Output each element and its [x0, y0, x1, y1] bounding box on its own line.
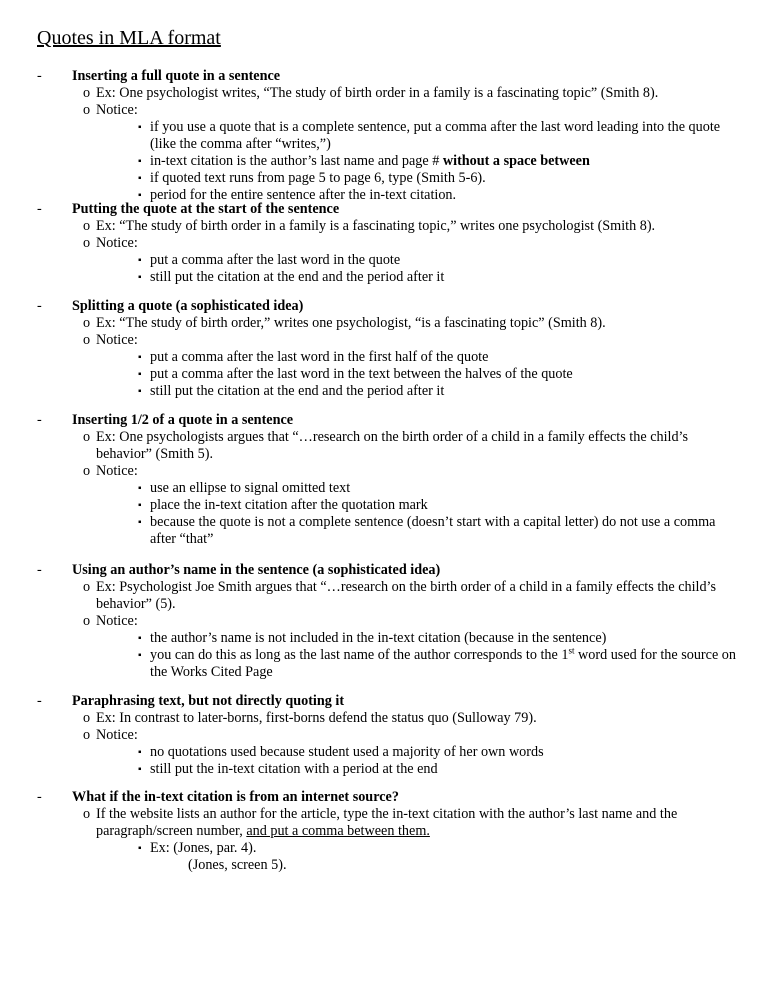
notice-label: Notice:	[96, 102, 138, 118]
section-splitting-quote	[37, 298, 737, 400]
bullet-text: you can do this as long as the last name of the author corresponds to the 1	[150, 647, 569, 663]
circle-bullet-icon: o	[83, 463, 91, 479]
dash-marker: -	[37, 789, 42, 805]
bullet-text: if quoted text runs from page 5 to page 6, type (Smith 5-6).	[150, 170, 486, 186]
example-item	[37, 218, 737, 235]
underlined-emphasis: and put a comma between them.	[246, 823, 430, 839]
bullet-text: put a comma after the last word in the quote	[150, 252, 401, 268]
instruction-item	[37, 806, 737, 840]
list-item	[37, 383, 737, 400]
bold-emphasis: without a space between	[442, 153, 590, 169]
notice-item	[37, 727, 737, 744]
notice-label: Notice:	[96, 235, 138, 251]
square-bullet-icon: ▪	[138, 272, 142, 283]
list-item	[37, 761, 737, 778]
circle-bullet-icon: o	[83, 710, 91, 726]
circle-bullet-icon: o	[83, 429, 91, 445]
circle-bullet-icon: o	[83, 727, 91, 743]
example-text: Ex: One psychologists argues that “…research on the birth order of a child in a family effects the child’s behavior” (Smith 5).	[96, 429, 689, 462]
bullet-text: still put the citation at the end and the period after it	[150, 269, 445, 285]
bullet-text: still put the in-text citation with a period at the end	[150, 761, 438, 777]
bullet-text: still put the citation at the end and the period after it	[150, 383, 445, 399]
example-item	[37, 429, 737, 463]
square-bullet-icon: ▪	[138, 122, 142, 133]
example-text: Ex: “The study of birth order,” writes one psychologist, “is a fascinating topic” (Smith 8).	[96, 315, 606, 331]
section-heading: Paraphrasing text, but not directly quoting it	[72, 693, 345, 709]
superscript: st	[568, 645, 575, 656]
section-heading: Inserting a full quote in a sentence	[72, 68, 281, 84]
bullet-text: put a comma after the last word in the first half of the quote	[150, 349, 489, 365]
circle-bullet-icon: o	[83, 315, 91, 331]
bullet-text: if you use a quote that is a complete sentence, put a comma after the last word leading into the quote (like the comma after “writes,”)	[150, 119, 721, 152]
square-bullet-icon: ▪	[138, 764, 142, 775]
circle-bullet-icon: o	[83, 102, 91, 118]
bullet-text: place the in-text citation after the quotation mark	[150, 497, 428, 513]
section-heading: Inserting 1/2 of a quote in a sentence	[72, 412, 294, 428]
square-bullet-icon: ▪	[138, 747, 142, 758]
example-text: Ex: “The study of birth order in a family is a fascinating topic,” writes one psychologist (Smith 8).	[96, 218, 656, 234]
square-bullet-icon: ▪	[138, 352, 142, 363]
example-item	[37, 710, 737, 727]
bullet-text: period for the entire sentence after the in-text citation.	[150, 187, 457, 203]
square-bullet-icon: ▪	[138, 650, 142, 661]
bullet-text: the author’s name is not included in the in-text citation (because in the sentence)	[150, 630, 607, 646]
notice-item	[37, 102, 737, 119]
list-item	[37, 119, 737, 153]
section-heading: Using an author’s name in the sentence (a sophisticated idea)	[72, 562, 441, 578]
circle-bullet-icon: o	[83, 806, 91, 822]
example-text: Ex: (Jones, par. 4).	[150, 840, 257, 856]
section-paraphrasing	[37, 693, 737, 778]
example-item	[37, 579, 737, 613]
square-bullet-icon: ▪	[138, 369, 142, 380]
page-title: Quotes in MLA format	[37, 27, 221, 49]
notice-item	[37, 463, 737, 480]
square-bullet-icon: ▪	[138, 156, 142, 167]
dash-marker: -	[37, 68, 42, 84]
bullet-text: because the quote is not a complete sentence (doesn’t start with a capital letter) do not use a comma after “that”	[150, 514, 716, 547]
circle-bullet-icon: o	[83, 218, 91, 234]
circle-bullet-icon: o	[83, 332, 91, 348]
bullet-text: word used for the source on the Works Cited Page	[150, 647, 736, 680]
dash-marker: -	[37, 201, 42, 217]
section-author-name	[37, 562, 737, 681]
square-bullet-icon: ▪	[138, 173, 142, 184]
list-item	[37, 744, 737, 761]
circle-bullet-icon: o	[83, 235, 91, 251]
notice-label: Notice:	[96, 332, 138, 348]
dash-marker: -	[37, 562, 42, 578]
example-continuation: (Jones, screen 5).	[188, 857, 287, 873]
list-item	[37, 647, 737, 681]
section-heading: Putting the quote at the start of the sentence	[72, 201, 340, 217]
example-item	[37, 85, 737, 102]
notice-label: Notice:	[96, 727, 138, 743]
section-heading: Splitting a quote (a sophisticated idea)	[72, 298, 304, 314]
square-bullet-icon: ▪	[138, 843, 142, 854]
list-item	[37, 366, 737, 383]
list-item	[37, 252, 737, 269]
section-internet-source	[37, 789, 737, 874]
example-text: Ex: In contrast to later-borns, first-borns defend the status quo (Sulloway 79).	[96, 710, 537, 726]
dash-marker: -	[37, 693, 42, 709]
dash-marker: -	[37, 412, 42, 428]
list-item	[37, 153, 737, 170]
section-heading: What if the in-text citation is from an internet source?	[72, 789, 399, 805]
list-item	[37, 480, 737, 497]
square-bullet-icon: ▪	[138, 255, 142, 266]
list-item	[37, 497, 737, 514]
square-bullet-icon: ▪	[138, 386, 142, 397]
notice-item	[37, 613, 737, 630]
section-half-quote	[37, 412, 737, 548]
dash-marker: -	[37, 298, 42, 314]
bullet-text: put a comma after the last word in the text between the halves of the quote	[150, 366, 573, 382]
square-bullet-icon: ▪	[138, 633, 142, 644]
bullet-text: use an ellipse to signal omitted text	[150, 480, 351, 496]
square-bullet-icon: ▪	[138, 500, 142, 511]
list-item	[37, 840, 737, 857]
section-quote-at-start	[37, 201, 737, 286]
bullet-text: in-text citation is the author’s last name and page #	[150, 153, 443, 169]
notice-item	[37, 332, 737, 349]
list-item	[37, 349, 737, 366]
example-text: Ex: Psychologist Joe Smith argues that “…research on the birth order of a child in a family effects the child’s behavior” (5).	[96, 579, 717, 612]
notice-item	[37, 235, 737, 252]
notice-label: Notice:	[96, 463, 138, 479]
circle-bullet-icon: o	[83, 613, 91, 629]
circle-bullet-icon: o	[83, 85, 91, 101]
list-item	[37, 630, 737, 647]
notice-label: Notice:	[96, 613, 138, 629]
list-item	[37, 170, 737, 187]
section-full-quote	[37, 68, 737, 204]
square-bullet-icon: ▪	[138, 190, 142, 201]
square-bullet-icon: ▪	[138, 483, 142, 494]
example-text: Ex: One psychologist writes, “The study of birth order in a family is a fascinating topic” (Smith 8).	[96, 85, 659, 101]
bullet-text: no quotations used because student used a majority of her own words	[150, 744, 544, 760]
list-item	[37, 269, 737, 286]
example-item	[37, 315, 737, 332]
circle-bullet-icon: o	[83, 579, 91, 595]
square-bullet-icon: ▪	[138, 517, 142, 528]
list-item	[37, 514, 737, 548]
instruction-text: If the website lists an author for the article, type the in-text citation with the author’s last name and the paragraph/screen number,	[96, 806, 678, 839]
